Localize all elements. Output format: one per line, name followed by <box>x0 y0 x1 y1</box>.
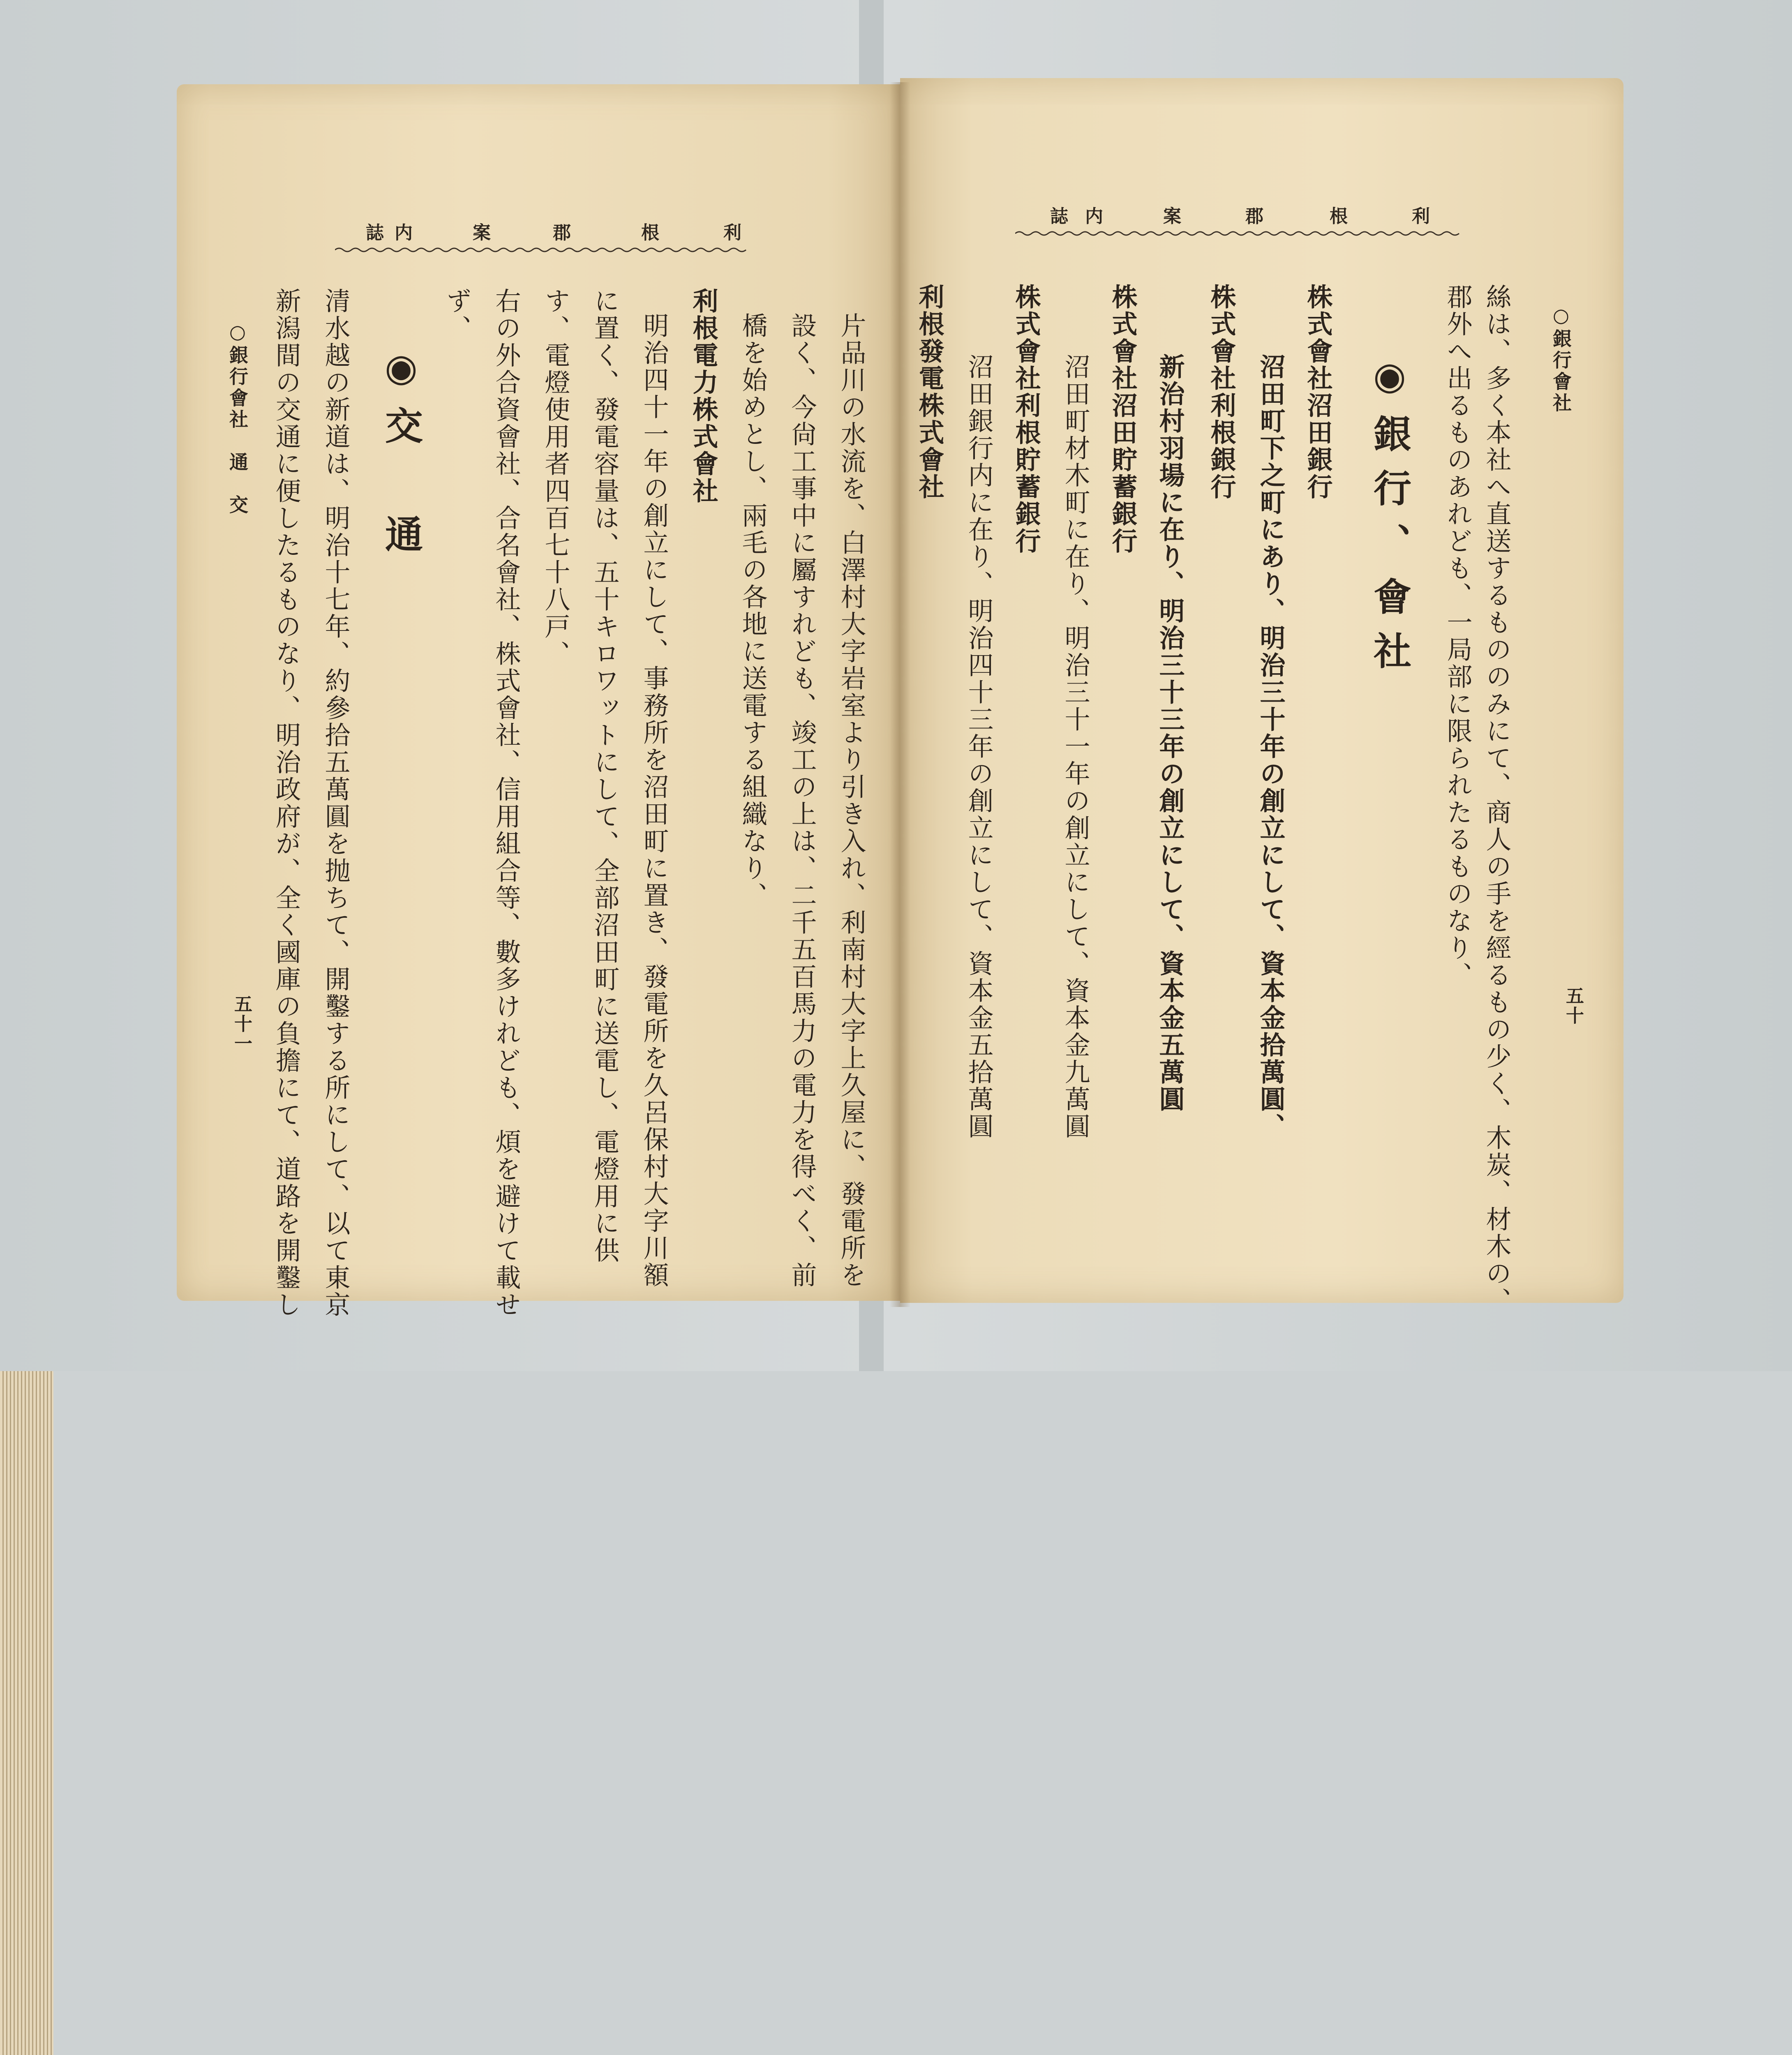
left-section-caption: ○銀行會社 通 交 <box>226 321 249 516</box>
right-running-head-char: 根 <box>1330 206 1348 227</box>
text-column: 清水越の新道は、明治十七年、約參拾五萬圓を抛ちて、開鑿する所にして、以て東京 <box>321 288 351 1318</box>
book-gutter <box>890 82 910 1307</box>
text-column: 利根電力株式會社 <box>688 288 718 505</box>
right-running-head-char: 郡 <box>1245 206 1263 227</box>
text-column: 利根發電株式會社 <box>914 284 944 501</box>
text-column: 右の外合資會社、合名會社、株式會社、信用組合等、數多けれども、煩を避けて載せ <box>491 288 521 1318</box>
right-section-caption: ○銀行會社 <box>1550 304 1572 414</box>
left-running-head-char: 郡 <box>553 222 571 243</box>
text-column: 沼田町下之町にあり、明治三十年の創立にして、資本金拾萬圓、 <box>1256 353 1286 1140</box>
text-column: 設く、今尙工事中に屬すれども、竣工の上は、二千五百馬力の電力を得べく、前 <box>787 312 817 1289</box>
text-column: 新治村羽場に在り、明治三十三年の創立にして、資本金五萬圓 <box>1155 353 1185 1113</box>
section-heading: ◉銀行、會社 <box>1367 353 1412 686</box>
left-running-head-char: 案 <box>473 222 491 243</box>
section-heading: ◉交 通 <box>379 345 423 569</box>
text-column: 絲は、多く本社へ直送するもののみにて、商人の手を經るもの少く、木炭、材木の、 <box>1482 284 1512 1314</box>
text-column: 橋を始めとし、兩毛の各地に送電する組織なり、 <box>738 312 768 909</box>
text-column: に置く、發電容量は、五十キロワットにして、全部沼田町に送電し、電燈用に供 <box>590 288 620 1264</box>
text-column: 片品川の水流を、白澤村大字岩室より引き入れ、利南村大字上久屋に、發電所を <box>836 312 866 1289</box>
text-column: 沼田銀行内に在り、明治四十三年の創立にして、資本金五拾萬圓 <box>964 353 994 1140</box>
left-running-head-char: 根 <box>641 222 659 243</box>
left-head-rule <box>335 247 750 253</box>
right-running-head-char: 利 <box>1412 206 1430 227</box>
text-column: 株式會社沼田銀行 <box>1303 284 1333 501</box>
right-head-rule <box>1015 230 1463 237</box>
left-running-head-char: 誌 <box>366 222 384 243</box>
text-column: す、電燈使用者四百七十八戸、 <box>540 288 570 667</box>
text-column: 郡外へ出るものあれども、一局部に限られたるものなり、 <box>1443 284 1473 989</box>
text-column: ず、 <box>442 288 472 342</box>
text-column: 新潟間の交通に便したるものなり、明治政府が、全く國庫の負擔にて、道路を開鑿し <box>271 288 301 1318</box>
right-running-head-char: 案 <box>1163 206 1181 227</box>
right-running-head-char: 内 <box>1085 206 1103 227</box>
text-column: 株式會社沼田貯蓄銀行 <box>1108 284 1138 555</box>
text-column: 株式會社利根銀行 <box>1206 284 1236 501</box>
right-folio: 五十 <box>1563 986 1584 1026</box>
text-column: 明治四十一年の創立にして、事務所を沼田町に置き、發電所を久呂保村大字川額 <box>639 312 669 1289</box>
left-running-head-char: 利 <box>723 222 741 243</box>
text-column: 株式會社利根貯蓄銀行 <box>1011 284 1041 555</box>
left-running-head-char: 内 <box>395 222 413 243</box>
right-running-head-char: 誌 <box>1050 206 1068 227</box>
text-column: 沼田町材木町に在り、明治三十一年の創立にして、資本金九萬圓 <box>1060 353 1090 1140</box>
left-folio: 五十一 <box>231 995 252 1054</box>
